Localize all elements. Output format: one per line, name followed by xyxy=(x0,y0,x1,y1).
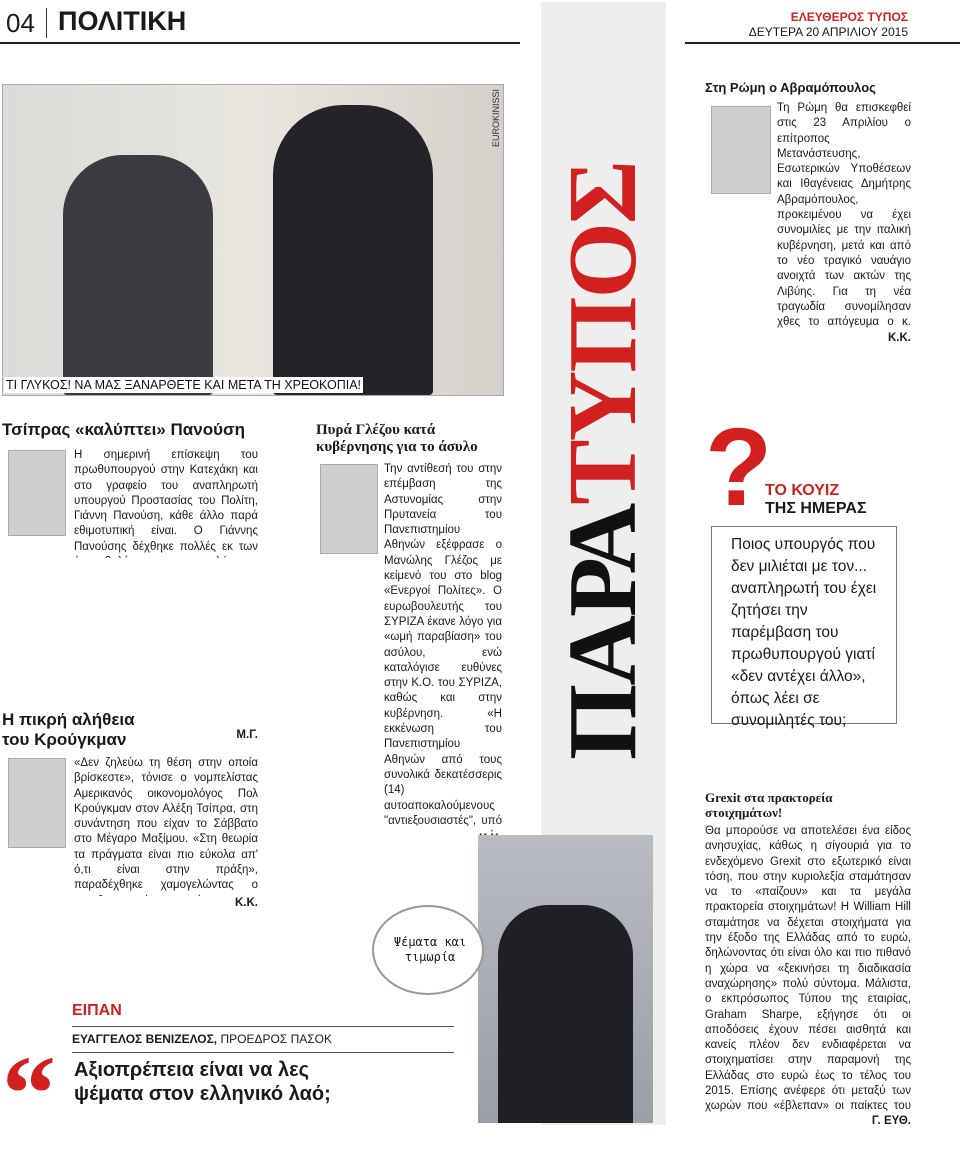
article-signature: Γ. ΕΥΘ. xyxy=(871,1115,911,1127)
venizelos-photo xyxy=(478,835,653,1123)
newspaper-name: ΕΛΕΥΘΕΡΟΣ ΤΥΠΟΣ xyxy=(790,10,908,24)
speaker-name: ΕΥΑΓΓΕΛΟΣ ΒΕΝΙΖΕΛΟΣ, xyxy=(72,1032,218,1046)
article-title: Πυρά Γλέζου κατά κυβέρνησης για το άσυλο xyxy=(316,422,478,455)
article-body: Τη Ρώμη θα επισκεφθεί στις 23 Απριλίου ο επίτροπος Μετανάστευσης, Εσωτερικών Υποθέσεων και Ιθαγένειας Δημήτρης Αβραμόπουλος, προκειμένου να έχει συνομιλίες με την ιταλική κυβέρνηση, μετά και από το νέο τραγικό ναυάγιο ανοιχτά των ακτών της Λιβύης. Για τη νέα τραγωδία συνομίλησαν χθες το απόγευμα ο κ. xyxy=(777,102,911,329)
avramopoulos-photo xyxy=(711,106,771,194)
article-grexit xyxy=(705,790,911,1129)
article-body: «Δεν ζηλεύω τη θέση στην οποία βρίσκεστε», τόνισε ο νομπελίστας Αμερικανός οικονομολόγος Πολ Κρούγκμαν στον Αλέξη Τσίπρα, στη συνάντηση που είχαν το Σάββατο στο Μέγαρο Μαξίμου. «Στη θεωρία τα πράγματα είναι πιο εύκολα απ' ό,τι είναι στην πράξη», παραδέχθηκε χαμογελώντας ο xyxy=(74,757,258,892)
venizelos-figure xyxy=(498,905,633,1123)
masthead xyxy=(0,0,960,44)
krugman-photo xyxy=(8,758,66,848)
article-krugman xyxy=(2,710,258,911)
article-body: Θα μπορούσε να αποτελέσει ένα είδος ανησυχίας, κάθως η σίγουριά για το ενδεχόμενο Grexit στο εξωτερικό είναι τόση, που στην κυριολεξία σταμάτησαν να το «παίζουν» και τα μεγάλα πρακτορεία στοιχημάτων! Η William Hill σταμάτησε να δέχεται στοιχήματα για την έξοδο της Ελλάδας από το ευρώ, δηλώνοντας ότι είναι όλο και πιο πιθανό η χώρα να «ξεκινήσει τη διαδικασία αναχώρησης» πολύ σύντομα. Μάλιστα, ο εκπρόσωπος Τύπου της εταιρίας, Graham Sharpe, εξήγησε ότι οι αποδόσεις έχουν πέσει αισθητά και κανείς πλέον δεν ενδιαφέρεται να στοιχηματίσει στην παραμονή της Ελλάδας στο ευρώ έως το τέλος του 2015. Επίσης ανέφερε ότι μεταξύ των χωρών που «έβλεπαν» οι παίκτες του xyxy=(705,825,911,1113)
issue-date: ΔΕΥΤΕΡΑ 20 ΑΠΡΙΛΙΟΥ 2015 xyxy=(748,25,908,39)
main-photo xyxy=(2,84,504,396)
article-signature: Κ.Κ. xyxy=(235,897,258,909)
photo-credit: EUROKINISSI xyxy=(491,89,501,148)
quiz-title-line2: ΤΗΣ ΗΜΕΡΑΣ xyxy=(765,500,867,517)
article-signature xyxy=(316,832,502,847)
eipan-quote: Αξιοπρέπεια είναι να λες ψέματα στον ελληνικό λαό; xyxy=(74,1059,331,1105)
vertical-title xyxy=(549,40,657,760)
quote-mark-icon: “ xyxy=(2,1035,56,1154)
article-avramopoulos xyxy=(705,80,911,346)
section-title: ΠΟΛΙΤΙΚΗ xyxy=(58,6,187,36)
speaker-role: ΠΡΟΕΔΡΟΣ ΠΑΣΟΚ xyxy=(220,1032,333,1046)
article-glezos xyxy=(316,422,502,847)
article-title: Στη Ρώμη ο Αβραμόπουλος xyxy=(705,80,876,95)
eipan-rule-2 xyxy=(72,1052,454,1053)
eipan-speaker xyxy=(72,1032,332,1046)
page-number: 04 xyxy=(6,8,35,38)
masthead-divider xyxy=(46,8,47,38)
quiz-title-line1: ΤΟ ΚΟΥΙΖ xyxy=(765,482,840,499)
vertical-title-part1: ΠΑΡΑ xyxy=(549,504,657,760)
article-signature: Κ.Κ. xyxy=(888,332,911,344)
eipan-label: ΕΙΠΑΝ xyxy=(72,1002,122,1019)
photo-caption: ΤΙ ΓΛΥΚΟΣ! ΝΑ ΜΑΣ ΞΑΝΑΡΘΕΤΕ ΚΑΙ ΜΕΤΑ ΤΗ ΧΡΕΟΚΟΠΙΑ! xyxy=(6,378,362,392)
vertical-title-part2: ΤΥΠΟΣ xyxy=(549,162,657,505)
masthead-rule-right xyxy=(685,42,960,44)
article-body: Την αντίθεσή του στην επέμβαση της Αστυνομίας στην Πρυτανεία του Πανεπιστημίου Αθηνών εξέφρασε ο Μανώλης Γλέζος με κείμενό του στο blog «Ενεργοί Πολίτες». Ο ευρωβουλευτής του ΣΥΡΙΖΑ έκανε λόγο για «ωμή παραβίαση» του ασύλου, ενώ καταλόγισε ευθύνες στην Κ.Ο. του ΣΥΡΙΖΑ, καθώς και στην κυβέρνηση. «Η εκκένωση του Πανεπιστημίου Αθηνών από τους συνολικά δεκατέσσερις (14) αυτοαποκαλούμενους "αντιεξουσιαστές", υπό xyxy=(384,463,502,827)
article-tsipras-panousis xyxy=(2,420,258,743)
article-signature: Μ.Γ. xyxy=(236,729,258,741)
article-title: Τσίπρας «καλύπτει» Πανούση xyxy=(2,420,245,439)
article-body: Η σημερινή επίσκεψη του πρωθυπουργού στην Κατεχάκη και στο γραφείο του αναπληρωτή υπουργού Προστασίας του Πολίτη, Γιάννη Πανούση, κάθε άλλο παρά εθιμοτυπική είναι. Ο Γιάννης Πανούσης δέχθηκε πολλές εκ των xyxy=(74,449,258,553)
quiz-box xyxy=(705,406,911,760)
panousis-photo xyxy=(8,450,66,536)
article-title: Η πικρή αλήθεια του Κρούγκμαν xyxy=(2,710,135,749)
photo-figure-man xyxy=(63,155,213,395)
quiz-question-mark: ? xyxy=(705,406,773,529)
masthead-rule xyxy=(0,42,520,44)
eipan-rule xyxy=(72,1026,454,1027)
glezos-photo xyxy=(320,464,378,554)
quiz-question: Ποιος υπουργός που δεν μιλιέται με τον... αναπληρωτή του έχει ζητήσει την παρέμβαση του πρωθυπουργού γιατί «δεν αντέχει άλλο», όπως λέει σε συνομιλητές του; xyxy=(731,536,877,729)
article-title: Grexit στα πρακτορεία στοιχημάτων! xyxy=(705,790,833,820)
speech-bubble-text: Ψέματα και τιμωρία xyxy=(393,935,467,964)
photo-figure-woman xyxy=(273,105,433,395)
